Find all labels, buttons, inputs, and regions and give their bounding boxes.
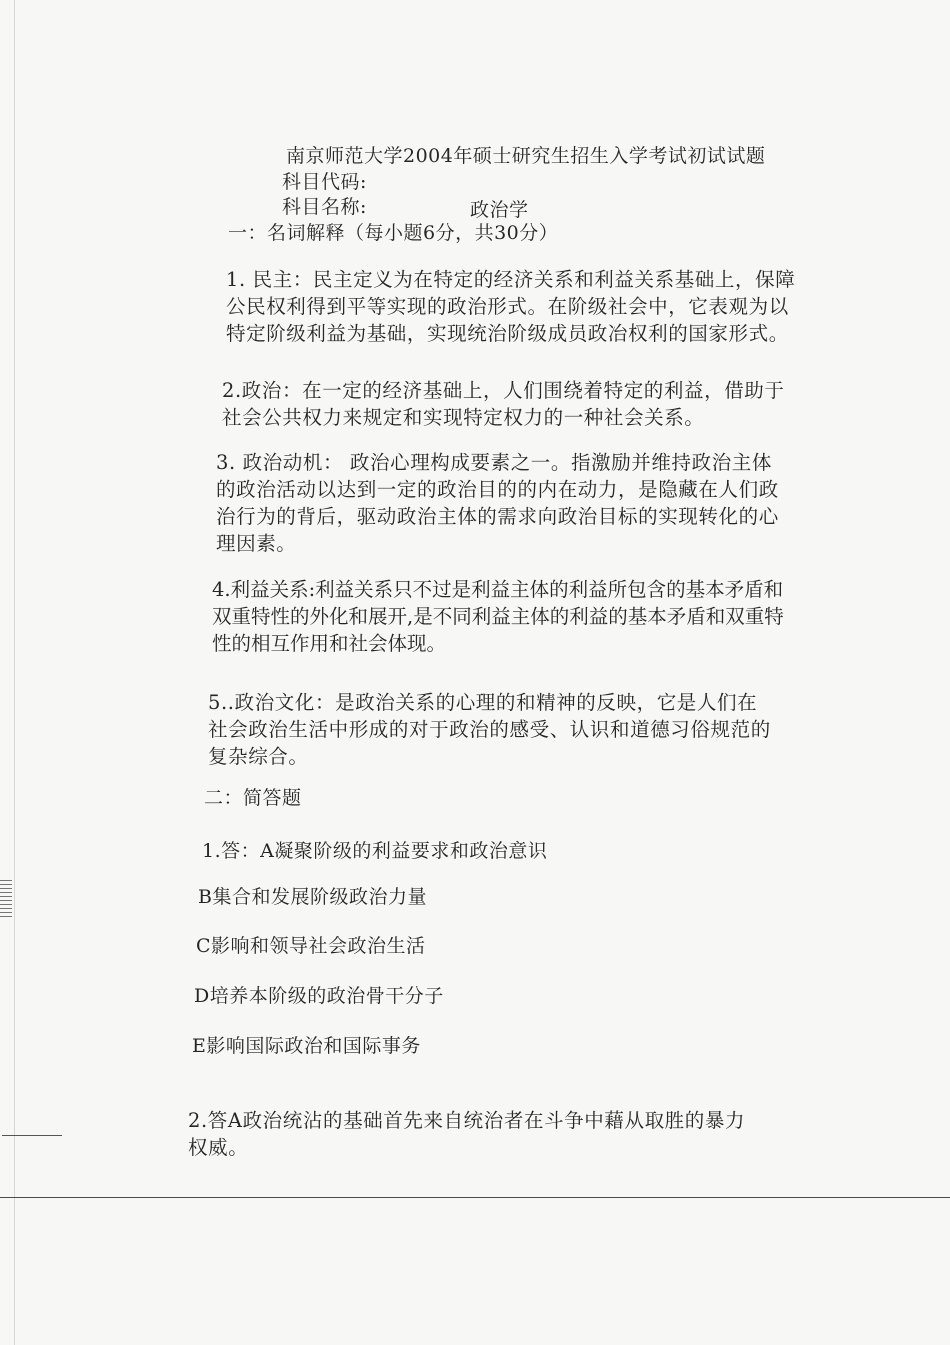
section2-heading: 二：简答题 [204,787,302,809]
subject-name-label: 科目名称: [282,196,367,218]
term-line: 复杂综合。 [208,745,309,768]
term-line: 治行为的背后，驱动政治主体的需求向政治目标的实现转化的心 [216,505,779,528]
term-line: 2.政治：在一定的经济基础上，人们围绕着特定的利益，借助于 [222,379,785,402]
term-political-culture [208,689,771,770]
term-line: 双重特性的外化和展开,是不同利益主体的利益的基本矛盾和双重特 [212,605,784,628]
term-interest-relation [212,576,784,657]
term-line: 社会公共权力来规定和实现特定权力的一种社会关系。 [222,406,705,429]
term-line: 4.利益关系:利益关系只不过是利益主体的利益所包含的基本矛盾和 [212,578,784,601]
answer1-line: D培养本阶级的政治骨干分子 [194,985,444,1007]
term-line: 公民权利得到平等实现的政治形式。在阶级社会中，它表观为以 [226,295,789,318]
answer1-line: B集合和发展阶级政治力量 [198,886,427,908]
term-line: 社会政治生活中形成的对于政治的感受、认识和道德习俗规范的 [208,718,771,741]
section1-heading: 一：名词解释（每小题6分，共30分） [228,222,559,244]
margin-scan-line [2,1135,62,1136]
term-line: 性的相互作用和社会体现。 [212,632,447,655]
answer1-line: C影响和领导社会政治生活 [196,935,426,957]
answer1-line: E影响国际政治和国际事务 [192,1035,421,1057]
subject-name-value: 政治学 [470,199,529,221]
exam-title: 南京师范大学2004年硕士研究生招生入学考试初试试题 [286,145,766,167]
answer1-line: 1.答：A凝聚阶级的利益要求和政治意识 [202,840,548,862]
answer2 [188,1107,745,1161]
term-politics [222,377,785,431]
term-line: 1. 民主：民主定义为在特定的经济关系和利益关系基础上，保障 [226,268,796,291]
term-line: 5..政治文化：是政治关系的心理的和精神的反映，它是人们在 [208,691,758,714]
term-line: 3. 政治动机： 政治心理构成要素之一。指激励并维持政治主体 [216,451,773,474]
bottom-rule [0,1197,950,1198]
term-line: 特定阶级利益为基础，实现统治阶级成员政冶权利的国家形式。 [226,322,789,345]
answer2-line: 权威。 [188,1136,249,1159]
term-line: 理因素。 [216,532,297,555]
subject-code-label: 科目代码: [282,171,367,193]
margin-scan-marks [0,880,12,920]
term-democracy [226,266,795,347]
term-political-motive [216,449,779,557]
answer2-line: 2.答A政治统沾的基础首先来自统治者在斗争中藉从取胜的暴力 [188,1109,746,1132]
term-line: 的政治活动以达到一定的政治目的的内在动力，是隐藏在人们政 [216,478,779,501]
scan-edge [14,0,15,1345]
